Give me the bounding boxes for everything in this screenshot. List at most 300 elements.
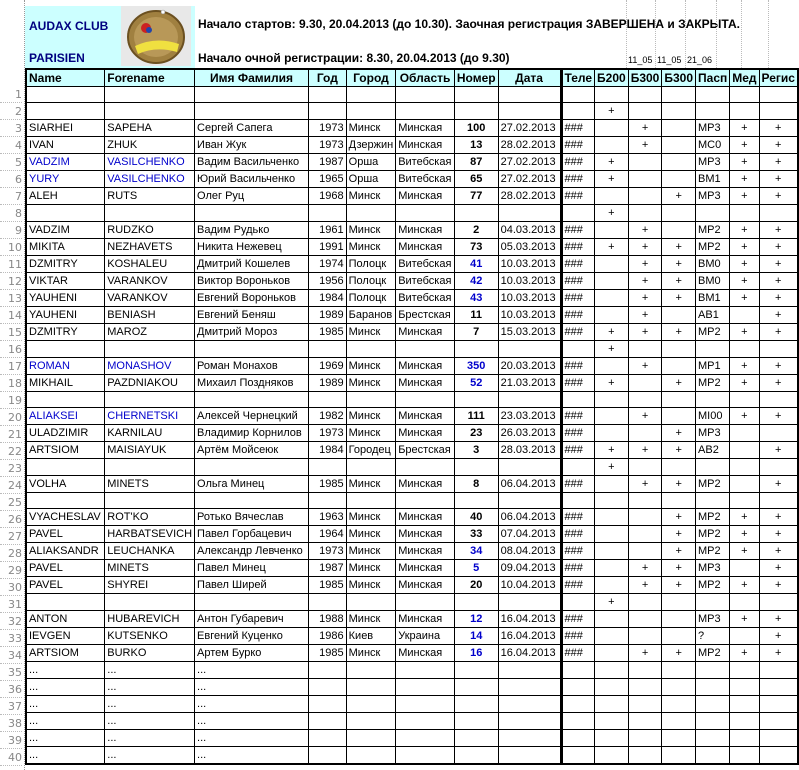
cell-pasp[interactable]: MP3 [696,188,730,205]
cell-forename[interactable]: KUTSENKO [105,628,195,645]
cell-date[interactable]: 10.04.2013 [498,577,561,594]
cell-forename[interactable] [105,493,195,509]
cell-ru[interactable]: Ротько Вячеслав [195,509,309,526]
cell-num[interactable]: 14 [454,628,498,645]
cell-b200[interactable] [595,87,629,103]
cell-b300a[interactable]: + [628,137,662,154]
cell-region[interactable]: Минская [396,324,455,341]
cell-region[interactable]: Минская [396,408,455,425]
cell-city[interactable]: Минск [346,645,396,662]
cell-b300b[interactable]: + [662,560,696,577]
cell-ru[interactable]: Михаил Поздняков [195,375,309,392]
cell-b300a[interactable]: + [628,577,662,594]
cell-city[interactable]: Дзержин [346,137,396,154]
cell-b300a[interactable]: + [628,442,662,459]
cell-ru[interactable]: Юрий Васильченко [195,171,309,188]
cell-pasp[interactable] [696,87,730,103]
cell-name[interactable]: SIARHEI [26,120,105,137]
cell-b200[interactable]: + [595,442,629,459]
cell-med[interactable]: + [730,324,759,341]
cell-tel[interactable]: ### [561,611,595,628]
cell-reg[interactable] [759,341,798,358]
cell-pasp[interactable]: MP2 [696,509,730,526]
cell-name[interactable]: ALEH [26,188,105,205]
cell-date[interactable] [498,459,561,476]
header-col-reg[interactable]: Регис [759,69,798,87]
cell-name[interactable]: ALIAKSANDR [26,543,105,560]
cell-ru[interactable]: Владимир Корнилов [195,425,309,442]
cell-region[interactable]: Минская [396,188,455,205]
cell-b300b[interactable]: + [662,442,696,459]
cell-name[interactable]: VIKTAR [26,273,105,290]
cell-tel[interactable] [561,662,595,679]
header-col-med[interactable]: Мед [730,69,759,87]
cell-region[interactable] [396,493,455,509]
cell-med[interactable]: + [730,239,759,256]
cell-b300b[interactable] [662,459,696,476]
cell-forename[interactable]: VARANKOV [105,273,195,290]
cell-forename[interactable]: CHERNETSKI [105,408,195,425]
cell-pasp[interactable] [696,493,730,509]
cell-b300a[interactable] [628,341,662,358]
cell-b300a[interactable] [628,628,662,645]
cell-num[interactable]: 77 [454,188,498,205]
cell-pasp[interactable]: MP2 [696,239,730,256]
cell-med[interactable]: + [730,273,759,290]
header-col-date[interactable]: Дата [498,69,561,87]
cell-date[interactable]: 16.04.2013 [498,628,561,645]
cell-tel[interactable] [561,205,595,222]
cell-year[interactable]: 1973 [309,425,347,442]
cell-date[interactable] [498,679,561,696]
cell-b200[interactable] [595,425,629,442]
cell-b300b[interactable]: + [662,188,696,205]
cell-b200[interactable] [595,120,629,137]
cell-b200[interactable] [595,577,629,594]
cell-name[interactable]: VADZIM [26,154,105,171]
cell-year[interactable]: 1965 [309,171,347,188]
cell-forename[interactable]: HARBATSEVICH [105,526,195,543]
cell-ru[interactable]: ... [195,747,309,765]
cell-region[interactable] [396,747,455,765]
cell-date[interactable]: 07.04.2013 [498,526,561,543]
cell-b300a[interactable]: + [628,239,662,256]
cell-date[interactable] [498,392,561,408]
cell-name[interactable] [26,594,105,611]
cell-b300a[interactable] [628,425,662,442]
cell-city[interactable] [346,205,396,222]
cell-region[interactable] [396,392,455,408]
cell-city[interactable] [346,594,396,611]
cell-pasp[interactable]: BM1 [696,171,730,188]
cell-reg[interactable] [759,103,798,120]
cell-b200[interactable] [595,408,629,425]
cell-b200[interactable] [595,713,629,730]
cell-ru[interactable]: ... [195,679,309,696]
cell-ru[interactable]: Вадим Васильченко [195,154,309,171]
cell-region[interactable]: Минская [396,526,455,543]
cell-pasp[interactable]: BM1 [696,290,730,307]
row-number[interactable]: 22 [0,443,22,460]
cell-ru[interactable]: Евгений Вороньков [195,290,309,307]
cell-num[interactable]: 100 [454,120,498,137]
cell-forename[interactable]: HUBAREVICH [105,611,195,628]
cell-tel[interactable] [561,392,595,408]
row-number[interactable]: 14 [0,307,22,324]
cell-num[interactable]: 42 [454,273,498,290]
cell-date[interactable]: 26.03.2013 [498,425,561,442]
cell-reg[interactable]: + [759,375,798,392]
cell-b200[interactable]: + [595,375,629,392]
cell-pasp[interactable]: MP3 [696,611,730,628]
cell-reg[interactable]: + [759,560,798,577]
cell-ru[interactable] [195,87,309,103]
cell-num[interactable] [454,493,498,509]
cell-b300b[interactable] [662,341,696,358]
cell-num[interactable]: 7 [454,324,498,341]
cell-b300a[interactable]: + [628,290,662,307]
cell-name[interactable]: PAVEL [26,577,105,594]
cell-num[interactable] [454,662,498,679]
cell-year[interactable]: 1973 [309,543,347,560]
row-number[interactable]: 35 [0,664,22,681]
cell-city[interactable]: Минск [346,358,396,375]
cell-ru[interactable]: Павел Горбацевич [195,526,309,543]
cell-med[interactable] [730,594,759,611]
cell-med[interactable]: + [730,645,759,662]
cell-name[interactable]: VADZIM [26,222,105,239]
cell-pasp[interactable]: MI00 [696,408,730,425]
cell-tel[interactable]: ### [561,307,595,324]
cell-tel[interactable]: ### [561,256,595,273]
cell-num[interactable] [454,730,498,747]
cell-num[interactable]: 111 [454,408,498,425]
cell-name[interactable] [26,341,105,358]
cell-med[interactable]: + [730,171,759,188]
cell-region[interactable] [396,205,455,222]
cell-b300b[interactable] [662,594,696,611]
cell-b300a[interactable]: + [628,256,662,273]
cell-b300a[interactable] [628,375,662,392]
cell-name[interactable]: YAUHENI [26,307,105,324]
cell-year[interactable]: 1984 [309,290,347,307]
cell-region[interactable]: Минская [396,476,455,493]
cell-b200[interactable] [595,526,629,543]
cell-b200[interactable]: + [595,103,629,120]
cell-date[interactable]: 28.02.2013 [498,137,561,154]
cell-b300a[interactable] [628,594,662,611]
cell-name[interactable]: VOLHA [26,476,105,493]
cell-year[interactable]: 1987 [309,154,347,171]
cell-num[interactable]: 3 [454,442,498,459]
row-number[interactable]: 37 [0,698,22,715]
cell-year[interactable] [309,493,347,509]
cell-city[interactable] [346,747,396,765]
cell-date[interactable]: 09.04.2013 [498,560,561,577]
cell-date[interactable] [498,87,561,103]
row-number[interactable]: 1 [0,86,22,103]
cell-tel[interactable]: ### [561,137,595,154]
cell-year[interactable] [309,594,347,611]
cell-reg[interactable] [759,87,798,103]
cell-b300b[interactable] [662,137,696,154]
cell-date[interactable]: 05.03.2013 [498,239,561,256]
cell-forename[interactable]: ... [105,713,195,730]
cell-city[interactable]: Минск [346,324,396,341]
cell-region[interactable]: Минская [396,645,455,662]
cell-b300b[interactable]: + [662,577,696,594]
header-col-city[interactable]: Город [346,69,396,87]
cell-b200[interactable]: + [595,341,629,358]
cell-b300b[interactable] [662,730,696,747]
cell-region[interactable] [396,679,455,696]
cell-city[interactable]: Минск [346,577,396,594]
cell-forename[interactable]: MAROZ [105,324,195,341]
cell-region[interactable]: Витебская [396,256,455,273]
cell-ru[interactable] [195,341,309,358]
cell-pasp[interactable]: MP2 [696,375,730,392]
cell-reg[interactable]: + [759,290,798,307]
row-number[interactable]: 38 [0,715,22,732]
cell-b300b[interactable] [662,392,696,408]
cell-tel[interactable]: ### [561,543,595,560]
cell-med[interactable]: + [730,509,759,526]
cell-b300b[interactable] [662,408,696,425]
cell-b300a[interactable] [628,747,662,765]
cell-date[interactable] [498,713,561,730]
cell-region[interactable]: Брестская [396,307,455,324]
cell-name[interactable]: ... [26,747,105,765]
cell-reg[interactable]: + [759,408,798,425]
cell-reg[interactable]: + [759,577,798,594]
cell-region[interactable]: Брестская [396,442,455,459]
cell-b200[interactable] [595,137,629,154]
cell-forename[interactable]: KOSHALEU [105,256,195,273]
cell-date[interactable]: 10.03.2013 [498,256,561,273]
cell-b300a[interactable] [628,154,662,171]
cell-reg[interactable]: + [759,476,798,493]
cell-reg[interactable] [759,425,798,442]
cell-name[interactable]: YAUHENI [26,290,105,307]
cell-pasp[interactable] [696,103,730,120]
cell-b200[interactable] [595,730,629,747]
cell-name[interactable]: ANTON [26,611,105,628]
cell-forename[interactable]: VASILCHENKO [105,171,195,188]
cell-med[interactable] [730,87,759,103]
row-number[interactable]: 20 [0,409,22,426]
cell-forename[interactable]: ROT'KO [105,509,195,526]
cell-b200[interactable] [595,476,629,493]
cell-b300a[interactable] [628,679,662,696]
cell-region[interactable] [396,87,455,103]
cell-year[interactable]: 1991 [309,239,347,256]
row-number[interactable]: 34 [0,647,22,664]
cell-ru[interactable]: Вадим Рудько [195,222,309,239]
cell-name[interactable]: ARTSIOM [26,645,105,662]
cell-ru[interactable]: Артем Бурко [195,645,309,662]
cell-ru[interactable]: Павел Минец [195,560,309,577]
cell-region[interactable]: Минская [396,611,455,628]
cell-tel[interactable] [561,730,595,747]
cell-name[interactable]: MIKHAIL [26,375,105,392]
cell-name[interactable]: ARTSIOM [26,442,105,459]
cell-tel[interactable]: ### [561,425,595,442]
cell-b200[interactable]: + [595,205,629,222]
cell-year[interactable] [309,730,347,747]
cell-region[interactable] [396,594,455,611]
cell-name[interactable] [26,205,105,222]
cell-city[interactable]: Орша [346,171,396,188]
cell-forename[interactable]: BURKO [105,645,195,662]
cell-b300a[interactable] [628,103,662,120]
cell-forename[interactable]: MAISIAYUK [105,442,195,459]
cell-b200[interactable] [595,509,629,526]
cell-year[interactable]: 1968 [309,188,347,205]
cell-b300b[interactable] [662,222,696,239]
cell-city[interactable] [346,696,396,713]
cell-name[interactable]: IEVGEN [26,628,105,645]
cell-b300a[interactable] [628,171,662,188]
cell-med[interactable]: + [730,543,759,560]
cell-ru[interactable]: Дмитрий Кошелев [195,256,309,273]
cell-b300a[interactable]: + [628,307,662,324]
cell-b200[interactable] [595,256,629,273]
cell-name[interactable]: PAVEL [26,560,105,577]
cell-city[interactable] [346,662,396,679]
cell-reg[interactable]: + [759,222,798,239]
cell-b300b[interactable] [662,171,696,188]
cell-tel[interactable] [561,594,595,611]
cell-region[interactable] [396,103,455,120]
cell-region[interactable]: Минская [396,577,455,594]
cell-pasp[interactable] [696,459,730,476]
cell-b200[interactable] [595,560,629,577]
cell-b200[interactable]: + [595,171,629,188]
cell-num[interactable]: 34 [454,543,498,560]
cell-b300a[interactable]: + [628,645,662,662]
cell-b300a[interactable] [628,696,662,713]
cell-b300a[interactable] [628,493,662,509]
cell-med[interactable] [730,205,759,222]
cell-med[interactable]: + [730,137,759,154]
cell-forename[interactable]: KARNILAU [105,425,195,442]
cell-year[interactable]: 1988 [309,611,347,628]
cell-pasp[interactable]: MP2 [696,543,730,560]
cell-reg[interactable]: + [759,188,798,205]
cell-b300a[interactable]: + [628,324,662,341]
cell-city[interactable] [346,341,396,358]
cell-name[interactable]: MIKITA [26,239,105,256]
header-col-region[interactable]: Область [396,69,455,87]
cell-reg[interactable]: + [759,154,798,171]
cell-b200[interactable] [595,747,629,765]
cell-name[interactable]: ... [26,713,105,730]
cell-b200[interactable] [595,696,629,713]
cell-tel[interactable]: ### [561,628,595,645]
cell-num[interactable]: 33 [454,526,498,543]
cell-date[interactable] [498,594,561,611]
cell-b200[interactable]: + [595,459,629,476]
cell-date[interactable]: 27.02.2013 [498,120,561,137]
cell-num[interactable]: 65 [454,171,498,188]
cell-forename[interactable]: VASILCHENKO [105,154,195,171]
cell-region[interactable] [396,662,455,679]
cell-city[interactable]: Минск [346,239,396,256]
cell-year[interactable]: 1984 [309,442,347,459]
cell-year[interactable]: 1985 [309,476,347,493]
cell-med[interactable]: + [730,222,759,239]
row-number[interactable]: 13 [0,290,22,307]
cell-reg[interactable] [759,713,798,730]
cell-forename[interactable]: ... [105,747,195,765]
cell-pasp[interactable]: MP3 [696,120,730,137]
cell-med[interactable] [730,392,759,408]
cell-ru[interactable] [195,594,309,611]
cell-name[interactable]: DZMITRY [26,256,105,273]
cell-region[interactable] [396,341,455,358]
cell-date[interactable]: 20.03.2013 [498,358,561,375]
cell-b300b[interactable] [662,103,696,120]
cell-tel[interactable]: ### [561,188,595,205]
row-number[interactable]: 26 [0,511,22,528]
cell-b300b[interactable] [662,205,696,222]
cell-tel[interactable] [561,341,595,358]
row-number[interactable]: 28 [0,545,22,562]
cell-med[interactable] [730,747,759,765]
cell-med[interactable]: + [730,358,759,375]
cell-pasp[interactable]: MP1 [696,358,730,375]
cell-forename[interactable]: RUTS [105,188,195,205]
cell-tel[interactable]: ### [561,476,595,493]
cell-city[interactable]: Минск [346,425,396,442]
cell-ru[interactable]: Ольга Минец [195,476,309,493]
cell-num[interactable]: 11 [454,307,498,324]
cell-num[interactable]: 16 [454,645,498,662]
cell-pasp[interactable] [696,662,730,679]
cell-tel[interactable] [561,679,595,696]
cell-pasp[interactable]: BM0 [696,256,730,273]
cell-tel[interactable]: ### [561,577,595,594]
cell-name[interactable]: VYACHESLAV [26,509,105,526]
row-number[interactable]: 24 [0,477,22,494]
cell-tel[interactable]: ### [561,442,595,459]
cell-b300a[interactable]: + [628,560,662,577]
cell-year[interactable]: 1986 [309,628,347,645]
cell-region[interactable]: Минская [396,560,455,577]
cell-region[interactable] [396,459,455,476]
cell-b300b[interactable] [662,628,696,645]
cell-b200[interactable] [595,662,629,679]
cell-reg[interactable] [759,459,798,476]
cell-name[interactable]: ALIAKSEI [26,408,105,425]
cell-b200[interactable]: + [595,594,629,611]
cell-b200[interactable] [595,679,629,696]
cell-city[interactable]: Минск [346,408,396,425]
cell-ru[interactable] [195,103,309,120]
cell-forename[interactable] [105,594,195,611]
row-number[interactable]: 8 [0,205,22,222]
cell-name[interactable]: ... [26,730,105,747]
row-number[interactable]: 5 [0,154,22,171]
cell-year[interactable]: 1989 [309,307,347,324]
cell-year[interactable]: 1974 [309,256,347,273]
cell-date[interactable] [498,747,561,765]
cell-tel[interactable] [561,747,595,765]
cell-reg[interactable]: + [759,324,798,341]
cell-city[interactable] [346,103,396,120]
cell-ru[interactable]: ... [195,713,309,730]
cell-b300a[interactable] [628,730,662,747]
